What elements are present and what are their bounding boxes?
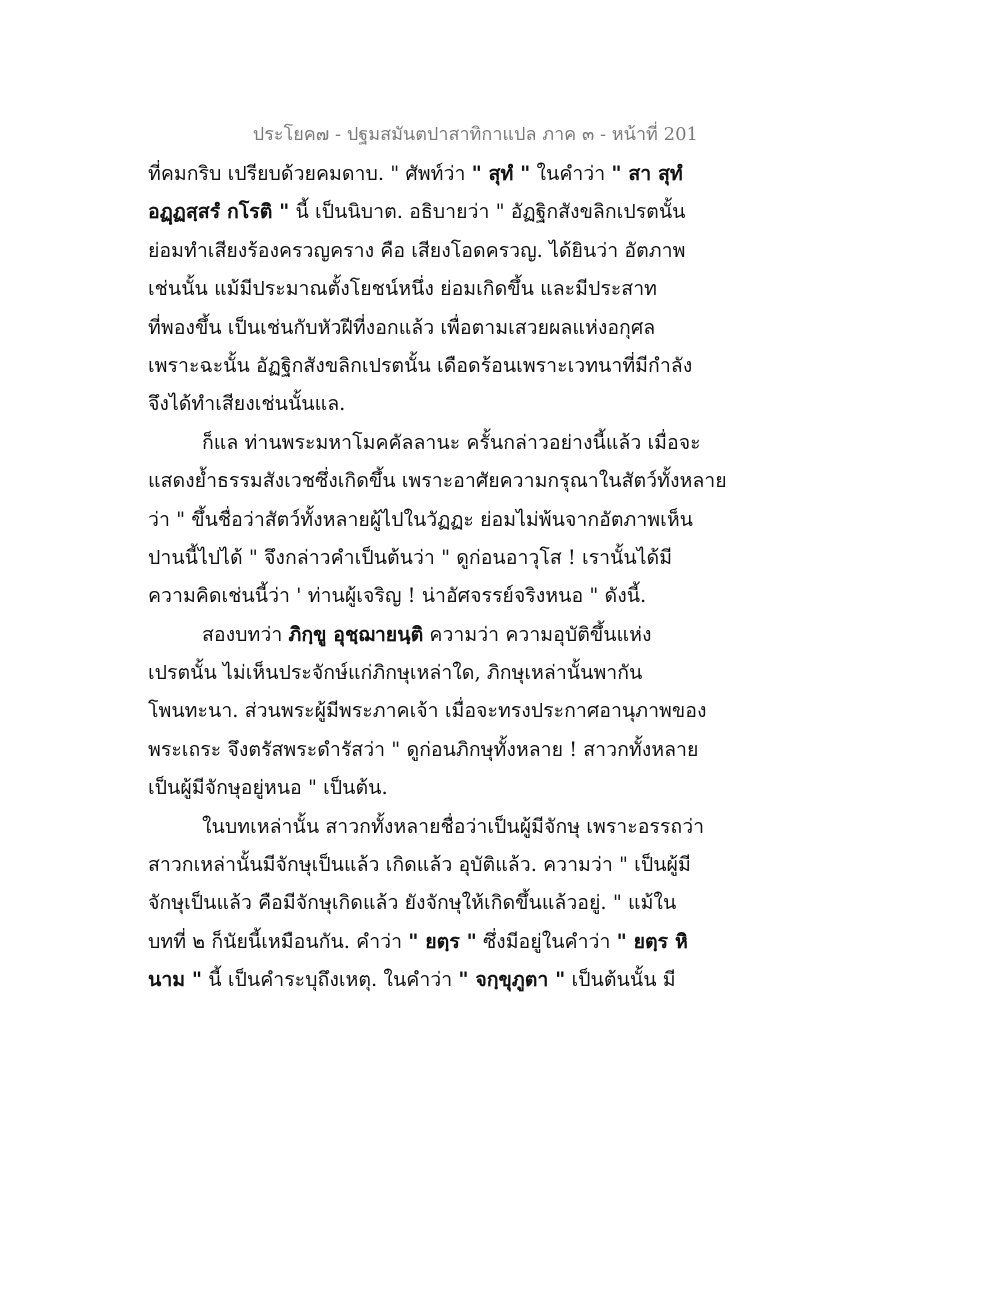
text-segment: ในคำว่า — [530, 162, 612, 185]
text-line — [148, 347, 708, 385]
bold-term: อฏฺฏสฺสรํ กโรติ " — [148, 200, 290, 224]
bold-term: ภิกฺขู อุชฺฌายนฺติ — [288, 622, 424, 646]
text-segment: เช่นนั้น แม้มีประมาณตั้งโยชน์หนึ่ง ย่อมเกิดขึ้น และมีประสาท — [148, 277, 657, 301]
text-segment: ที่คมกริบ เปรียบด้วยคมดาบ. " ศัพท์ว่า — [148, 162, 472, 185]
text-line — [148, 462, 727, 500]
text-segment: เป็นต้นนั้น มี — [565, 968, 676, 992]
text-segment: ในบทเหล่านั้น สาวกทั้งหลายชื่อว่าเป็นผู้มีจักษุ เพราะอรรถว่า — [202, 814, 705, 838]
text-segment: ความว่า ความอุบัติขึ้นแห่ง — [423, 622, 652, 646]
text-line — [148, 923, 708, 961]
text-segment: สาวกเหล่านั้นมีจักษุเป็นแล้ว เกิดแล้ว อุบัติแล้ว. ความว่า " เป็นผู้มี — [148, 853, 691, 877]
text-line — [148, 155, 708, 193]
text-segment: แสดงย้ำธรรมสังเวชซึ่งเกิดขึ้น เพราะอาศัยความกรุณาในสัตว์ทั้งหลาย — [148, 469, 727, 493]
bold-term: " ยตฺร " — [408, 929, 477, 953]
text-segment: ปานนี้ไปได้ " จึงกล่าวคำเป็นต้นว่า " ดูก่อนอาวุโส ! เรานั้นได้มี — [148, 545, 673, 569]
text-segment: โพนทะนา. ส่วนพระผู้มีพระภาคเจ้า เมื่อจะทรงประกาศอานุภาพของ — [148, 699, 707, 723]
text-line — [148, 232, 708, 270]
text-line — [148, 270, 708, 308]
bold-term: นาม " — [148, 968, 203, 992]
text-line — [148, 577, 708, 615]
text-line — [148, 193, 708, 231]
text-line — [148, 309, 708, 347]
text-segment: ซึ่งมีอยู่ในคำว่า — [476, 929, 617, 953]
text-line — [148, 961, 708, 999]
text-line — [148, 616, 708, 654]
text-line — [148, 424, 708, 462]
text-segment: พระเถระ จึงตรัสพระดำรัสว่า " ดูก่อนภิกษุทั้งหลาย ! สาวกทั้งหลาย — [148, 737, 699, 761]
text-segment: ก็แล ท่านพระมหาโมคคัลลานะ ครั้นกล่าวอย่างนี้แล้ว เมื่อจะ — [202, 430, 701, 454]
text-segment: ที่พองขึ้น เป็นเช่นกับหัวฝีที่งอกแล้ว เพื่อตามเสวยผลแห่งอกุศล — [148, 315, 656, 339]
text-line — [148, 501, 708, 539]
bold-term: " สุทํ " — [471, 162, 531, 185]
text-segment: สองบทว่า — [202, 622, 289, 646]
text-line — [148, 884, 708, 922]
bold-term: " สา สุทํ — [611, 162, 683, 185]
bold-term: " จกฺขุภูตา " — [458, 968, 566, 992]
text-line — [148, 692, 708, 730]
text-segment: เปรตนั้น ไม่เห็นประจักษ์แก่ภิกษุเหล่าใด, ภิกษุเหล่านั้นพากัน — [148, 661, 643, 685]
bold-term: " ยตฺร หิ — [616, 929, 688, 953]
text-segment: เพราะฉะนั้น อัฏฐิกสังขลิกเปรตนั้น เดือดร้อนเพราะเวทนาที่มีกำลัง — [148, 353, 693, 377]
text-line — [148, 654, 708, 692]
text-segment: ความคิดเช่นนี้ว่า ' ท่านผู้เจริญ ! น่าอัศจรรย์จริงหนอ " ดังนี้. — [148, 584, 647, 608]
text-segment: บทที่ ๒ ก็นัยนี้เหมือนกัน. คำว่า — [148, 929, 409, 953]
text-line — [148, 731, 708, 769]
text-line — [148, 385, 708, 423]
text-segment: เป็นผู้มีจักษุอยู่หนอ " เป็นต้น. — [148, 776, 388, 800]
text-segment: นี้ เป็นนิบาต. อธิบายว่า " อัฏฐิกสังขลิกเปรตนั้น — [289, 200, 686, 224]
text-segment: ว่า " ขึ้นชื่อว่าสัตว์ทั้งหลายผู้ไปในวัฏฏะ ย่อมไม่พ้นจากอัตภาพเห็น — [148, 507, 694, 531]
text-segment: ย่อมทำเสียงร้องครวญคราง คือ เสียงโอดครวญ. ได้ยินว่า อัตภาพ — [148, 238, 686, 262]
text-segment: จักษุเป็นแล้ว คือมีจักษุเกิดแล้ว ยังจักษุให้เกิดขึ้นแล้วอยู่. " แม้ใน — [148, 891, 677, 915]
text-line — [148, 539, 708, 577]
body-text — [148, 155, 727, 1000]
text-line — [148, 769, 708, 807]
text-segment: นี้ เป็นคำระบุถึงเหตุ. ในคำว่า — [202, 968, 459, 992]
text-line — [148, 846, 708, 884]
text-segment: จึงได้ทำเสียงเช่นนั้นแล. — [148, 392, 346, 416]
running-header: ประโยค๗ - ปฐมสมันตปาสาทิกาแปล ภาค ๓ - หน้าที่ 201 — [252, 124, 698, 145]
text-line — [148, 808, 708, 846]
